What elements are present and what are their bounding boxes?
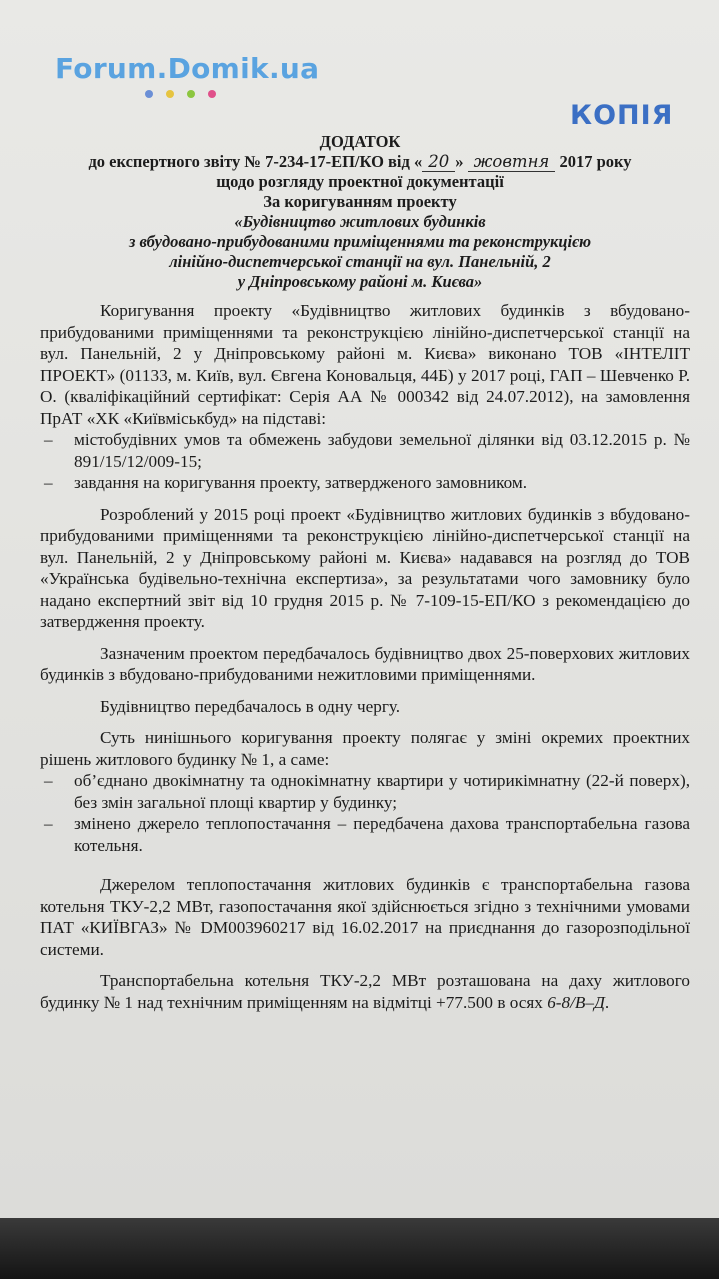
paragraph-heat-source: Джерелом теплопостачання житлових будинків є транспортабельна газова котельня ТКУ-2,2 МВт, газопостачання якої здійснюється згідно з технічними умовами ПАТ «КИЇВГАЗ» № DM003960217 від 16.02.2017 на приєднання до газорозподільної системи. — [40, 875, 690, 959]
header-subject: щодо розгляду проектної документації — [216, 172, 504, 191]
list-item — [40, 472, 690, 494]
handwritten-day: 20 — [422, 152, 455, 172]
list-item-text: об’єднано двокімнатну та однокімнатну квартири у чотирикімнатну (22-й поверх), без змін загальної площі квартир у будинку; — [74, 771, 690, 812]
project-name-line1: «Будівництво житлових будинків — [234, 212, 486, 231]
document-header — [40, 132, 680, 292]
report-reference-prefix: до експертного звіту № 7-234-17-ЕП/КО від « — [88, 152, 423, 171]
header-correction: За коригуванням проекту — [263, 192, 457, 211]
paragraph-correction-essence: Суть нинішнього коригування проекту полягає у зміні окремих проектних рішень житлового будинку № 1, а саме: — [40, 728, 690, 769]
watermark-dot-green — [187, 90, 195, 98]
paragraph-stages: Будівництво передбачалось в одну чергу. — [100, 696, 401, 716]
report-reference-suffix: 2017 року — [559, 152, 632, 171]
document-title: ДОДАТОК — [319, 132, 401, 151]
list-item — [40, 770, 690, 813]
list-item-text: завдання на коригування проекту, затвердженого замовником. — [74, 473, 528, 492]
list-dash: – — [44, 430, 53, 449]
paragraph-previous-project: Розроблений у 2015 році проект «Будівництво житлових будинків з вбудовано-прибудованими приміщеннями та реконструкцією лінійно-диспетчерської станції на вул. Панельній, 2 у Дніпровському районі м. Києва» надавався на розгляд до ТОВ «Українська будівельно-технічна експертиза», за результатами чого замовнику було надано експертний звіт від 10 грудня 2015 р. № 7-109-15-ЕП/КО з рекомендацією до затвердження проекту. — [40, 504, 690, 631]
handwritten-month: жовтня — [468, 152, 556, 172]
paragraph-correction-info: Коригування проекту «Будівництво житлових будинків з вбудовано-прибудованими приміщеннями та реконструкцією лінійно-диспетчерської станції на вул. Панельній, 2 у Дніпровському районі м. Києва» виконано ТОВ «ІНТЕЛІТ ПРОЕКТ» (01133, м. Київ, вул. Євгена Коновальця, 44Б) у 2017 році, ГАП – Шевченко Р. О. (кваліфікаційний сертифікат: Серія АА № 000342 від 24.07.2012), на замовлення ПрАТ «ХК «Київміськбуд» на підставі: — [40, 301, 690, 428]
list-item-text: містобудівних умов та обмежень забудови земельної ділянки від 03.12.2015 р. № 891/15/12/009-15; — [74, 430, 690, 471]
project-name-line3: лінійно-диспетчерської станції на вул. Панельній, 2 — [169, 252, 551, 271]
list-dash: – — [44, 814, 53, 833]
project-name-line4: у Дніпровському районі м. Києва» — [237, 272, 483, 291]
list-item — [40, 813, 690, 856]
project-name-line2: з вбудовано-прибудованими приміщеннями та реконструкцією — [128, 232, 592, 251]
photo-background-edge — [0, 1218, 719, 1279]
list-item — [40, 429, 690, 472]
watermark-dots — [145, 90, 216, 98]
copy-stamp: КОПІЯ — [570, 100, 674, 131]
list-dash: – — [44, 771, 53, 790]
watermark-dot-blue — [145, 90, 153, 98]
watermark-dot-pink — [208, 90, 216, 98]
watermark-dot-yellow — [166, 90, 174, 98]
watermark-logo: Forum.Domik.ua — [55, 52, 320, 85]
boiler-location-text: Транспортабельна котельня ТКУ-2,2 МВт розташована на даху житлового будинку № 1 над технічним приміщенням на відмітці +77.500 в осях — [40, 971, 690, 1012]
report-reference — [40, 152, 680, 172]
document-body — [40, 300, 690, 1013]
report-reference-mid: » — [455, 152, 464, 171]
boiler-location-end: . — [604, 992, 610, 1012]
paragraph-buildings: Зазначеним проектом передбачалось будівництво двох 25-поверхових житлових будинків з вбудовано-прибудованими нежитловими приміщеннями. — [40, 643, 690, 684]
boiler-axes: 6-8/В–Д — [547, 992, 605, 1012]
paragraph-boiler-location — [40, 970, 690, 1013]
list-item-text: змінено джерело теплопостачання – передбачена дахова транспортабельна газова котельня. — [74, 814, 690, 855]
list-dash: – — [44, 473, 53, 492]
